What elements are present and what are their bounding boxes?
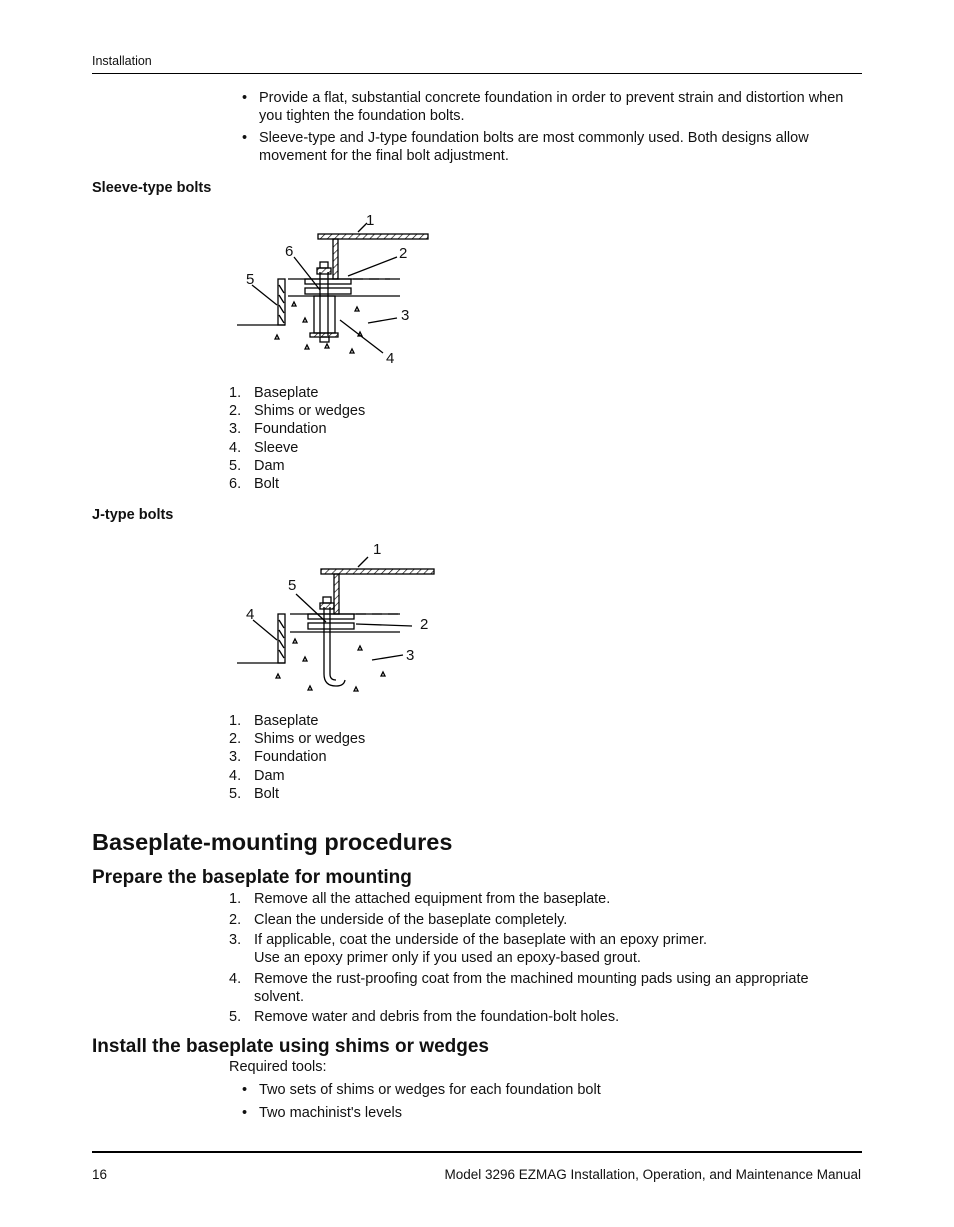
legend-text: Shims or wedges: [254, 403, 366, 420]
step-item: 1. Remove all the attached equipment from the baseplate.: [229, 891, 611, 907]
sleeve: [314, 296, 335, 333]
legend-item: 4. Dam: [229, 767, 285, 784]
step-note: Use an epoxy primer only if you used an epoxy-based grout.: [254, 950, 641, 966]
legend-item: 3. Foundation: [229, 749, 327, 766]
step-item: 3. If applicable, coat the underside of the baseplate with an epoxy primer. Use an epoxy primer only if you used an epoxy-based grout.: [229, 932, 708, 966]
legend-text: Baseplate: [254, 713, 319, 729]
legend-text: Sleeve: [254, 439, 299, 456]
step-item: 4. Remove the rust-proofing coat from the machined mounting pads using an appropriate solvent.: [229, 970, 809, 1005]
callout-label: 6: [285, 243, 294, 260]
legend-item: 5. Dam: [229, 457, 285, 474]
j-bolt: [324, 607, 345, 686]
dam: [278, 614, 285, 663]
sleeve-bolts-heading: Sleeve-type bolts: [92, 180, 212, 196]
bullet-text: Sleeve-type and J-type foundation bolts are most commonly used. Both designs allow movement for the final bolt adjustment.: [259, 130, 809, 164]
step-text: If applicable, coat the underside of the baseplate with an epoxy primer.: [254, 932, 708, 948]
legend-text: Foundation: [254, 421, 327, 438]
callout-label: 3: [406, 647, 415, 664]
legend-text: Shims or wedges: [254, 731, 366, 748]
jtype-legend: [229, 712, 849, 803]
bullet-text: Two sets of shims or wedges for each foundation bolt: [259, 1082, 601, 1098]
required-tools-label: Required tools:: [229, 1059, 327, 1075]
callout-label: 1: [366, 212, 375, 229]
legend-item: 4. Sleeve: [229, 439, 299, 456]
running-header: Installation: [92, 54, 152, 68]
step-text: Remove the rust-proofing coat from the machined mounting pads using an appropriate solvent.: [254, 970, 809, 1005]
callout-label: 5: [246, 271, 255, 288]
baseplate-flange: [321, 569, 434, 574]
sleeve-legend: [229, 384, 849, 493]
bullet-text: Provide a flat, substantial concrete foundation in order to prevent strain and distortion when you tighten the foundation bolts.: [259, 90, 844, 124]
bullet-text: Two machinist's levels: [259, 1105, 402, 1121]
tools-list: [242, 1081, 852, 1126]
header-rule: [92, 73, 862, 74]
list-item: • Provide a flat, substantial concrete foundation in order to prevent strain and distortion when you tighten the foundation bolts.: [242, 90, 844, 124]
legend-item: 5. Bolt: [229, 785, 279, 802]
baseplate-flange: [318, 234, 428, 239]
install-heading: Install the baseplate using shims or wedges: [92, 1036, 489, 1057]
dam: [278, 279, 285, 325]
legend-text: Dam: [254, 767, 285, 784]
legend-item: 1. Baseplate: [229, 385, 319, 401]
legend-text: Baseplate: [254, 385, 319, 401]
step-text: Remove all the attached equipment from the baseplate.: [254, 891, 611, 907]
list-item: • Two machinist's levels: [242, 1105, 402, 1121]
step-item: 2. Clean the underside of the baseplate completely.: [229, 911, 568, 928]
footer-rule: [92, 1151, 862, 1153]
callout-label: 1: [373, 541, 382, 558]
baseplate-web: [333, 239, 338, 279]
callout-label: 3: [401, 307, 410, 324]
legend-text: Foundation: [254, 749, 327, 766]
jtype-bolt-diagram: [237, 557, 434, 691]
legend-text: Bolt: [254, 785, 279, 802]
legend-text: Bolt: [254, 476, 279, 493]
list-item: • Sleeve-type and J-type foundation bolts are most commonly used. Both designs allow movement for the final bolt adjustment.: [242, 130, 809, 164]
legend-text: Dam: [254, 457, 285, 474]
baseplate-web: [334, 574, 339, 614]
jtype-bolts-heading: J-type bolts: [92, 507, 174, 523]
legend-item: 1. Baseplate: [229, 713, 319, 729]
legend-item: 3. Foundation: [229, 421, 327, 438]
prepare-steps: [229, 890, 849, 1029]
foundation-aggregate: [275, 302, 362, 353]
page-number: 16: [92, 1167, 108, 1182]
legend-item: 2. Shims or wedges: [229, 403, 366, 420]
foundation-aggregate: [276, 639, 385, 691]
list-item: • Two sets of shims or wedges for each foundation bolt: [242, 1082, 601, 1098]
shim-pack: [308, 614, 354, 619]
callout-label: 2: [420, 616, 429, 633]
callout-label: 4: [386, 350, 395, 367]
callout-label: 2: [399, 245, 408, 262]
callout-label: 4: [246, 606, 255, 623]
intro-bullet-list: [242, 89, 852, 169]
callout-label: 5: [288, 577, 297, 594]
manual-title: Model 3296 EZMAG Installation, Operation, and Maintenance Manual: [444, 1167, 861, 1182]
page-title: Baseplate-mounting procedures: [92, 829, 453, 855]
legend-item: 6. Bolt: [229, 476, 279, 493]
step-text: Clean the underside of the baseplate completely.: [254, 911, 568, 928]
prepare-heading: Prepare the baseplate for mounting: [92, 867, 412, 888]
step-text: Remove water and debris from the foundation-bolt holes.: [254, 1009, 620, 1025]
legend-item: 2. Shims or wedges: [229, 731, 366, 748]
step-item: 5. Remove water and debris from the foundation-bolt holes.: [229, 1009, 620, 1025]
shim-pack: [305, 279, 351, 284]
